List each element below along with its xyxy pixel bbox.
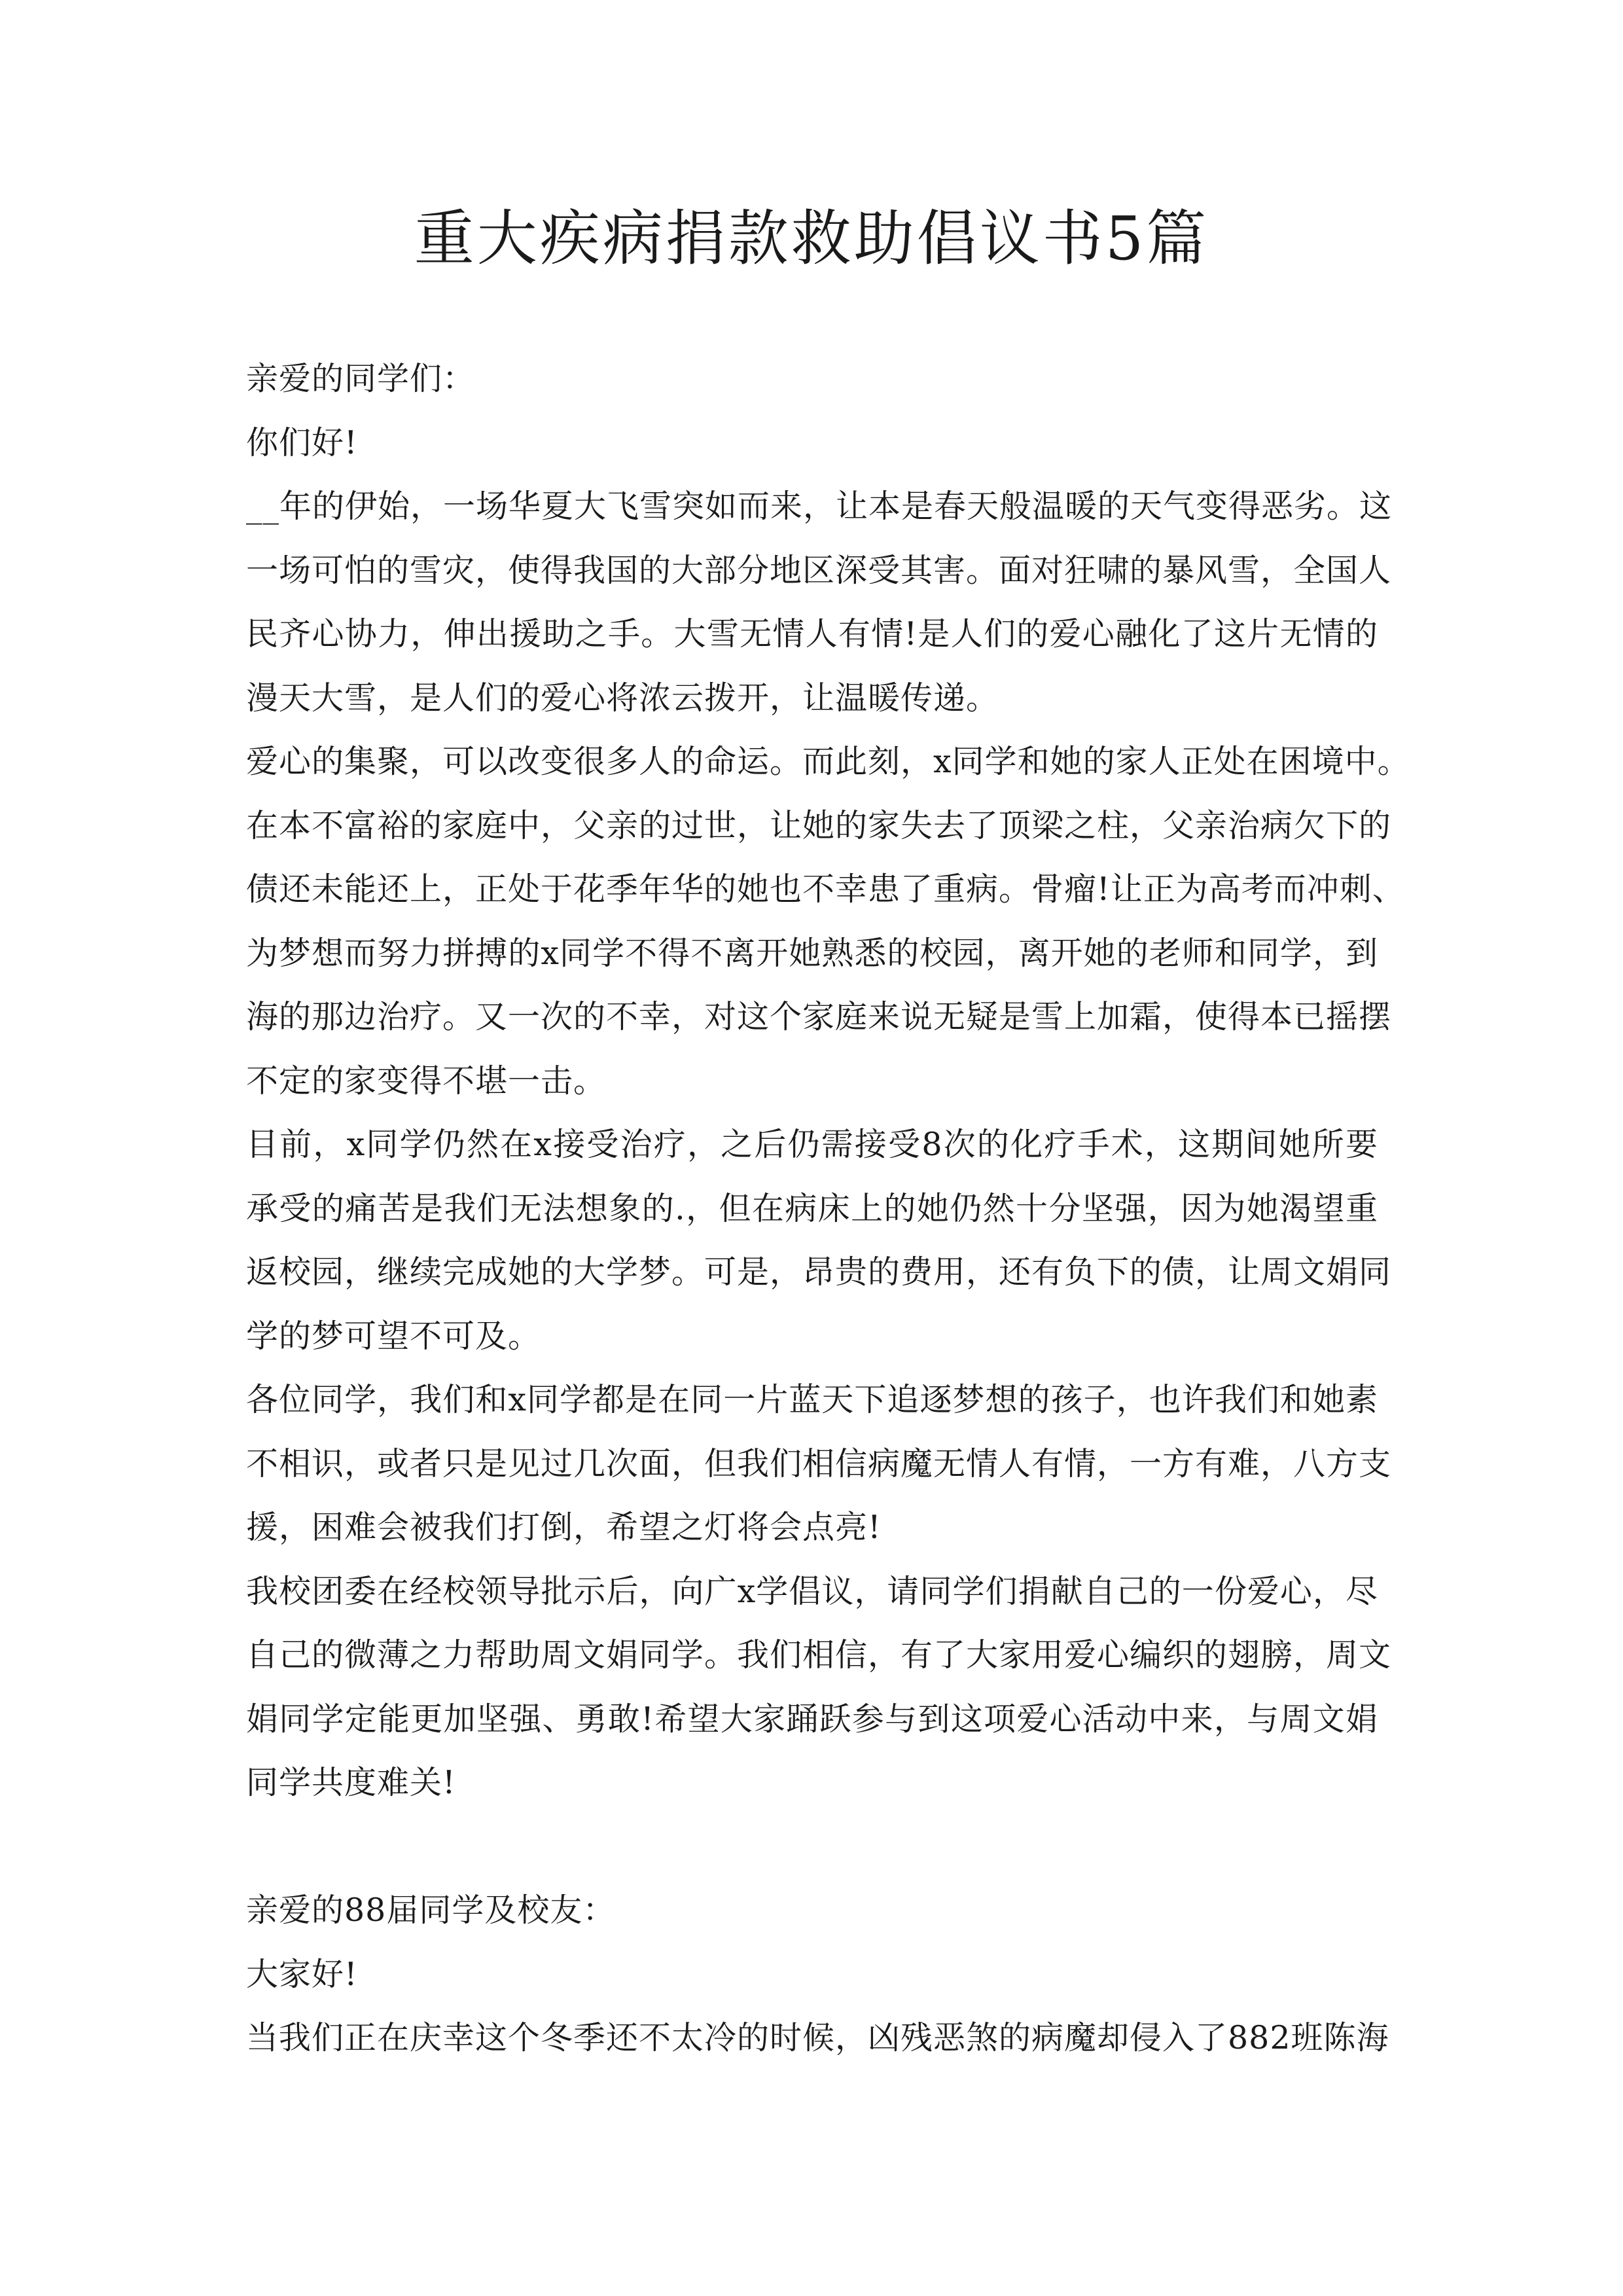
paragraph-line: 漫天大雪，是人们的爱心将浓云拨开，让温暖传递。 (246, 679, 999, 717)
document-body (246, 347, 1410, 2070)
paragraph-line: __年的伊始，一场华夏大飞雪突如而来，让本是春天般温暖的天气变得恶劣。这 (246, 488, 1393, 525)
greeting: 亲爱的88届同学及校友： (246, 1892, 616, 1929)
paragraph-line: 承受的痛苦是我们无法想象的.，但在病床上的她仍然十分坚强，因为她渴望重 (246, 1189, 1378, 1227)
paragraph-line: 爱心的集聚，可以改变很多人的命运。而此刻，x同学和她的家人正处在困境中。 (246, 743, 1410, 780)
paragraph-line: 债还未能还上，正处于花季年华的她也不幸患了重病。骨瘤!让正为高考而冲刺、 (246, 870, 1405, 908)
paragraph-line: 我校团委在经校领导批示后，向广x学倡议，请同学们捐献自己的一份爱心，尽 (246, 1572, 1378, 1610)
paragraph-line: 民齐心协力，伸出援助之手。大雪无情人有情!是人们的爱心融化了这片无情的 (246, 615, 1378, 653)
paragraph-line: 援，困难会被我们打倒，希望之灯将会点亮! (246, 1509, 882, 1546)
paragraph-line: 返校园，继续完成她的大学梦。可是，昂贵的费用，还有负下的债，让周文娟同 (246, 1253, 1392, 1291)
greeting: 亲爱的同学们： (246, 360, 476, 397)
paragraph-line: 自己的微薄之力帮助周文娟同学。我们相信，有了大家用爱心编织的翅膀，周文 (246, 1636, 1392, 1674)
paragraph-line: 一场可怕的雪灾，使得我国的大部分地区深受其害。面对狂啸的暴风雪，全国人 (246, 551, 1392, 589)
paragraph-line: 为梦想而努力拼搏的x同学不得不离开她熟悉的校园，离开她的老师和同学，到 (246, 934, 1378, 972)
paragraph-line: 同学共度难关! (246, 1764, 456, 1801)
paragraph-line: 海的那边治疗。又一次的不幸，对这个家庭来说无疑是雪上加霜，使得本已摇摆 (246, 998, 1392, 1035)
paragraph-line: 不相识，或者只是见过几次面，但我们相信病魔无情人有情，一方有难，八方支 (246, 1444, 1392, 1482)
paragraph-line: 目前，x同学仍然在x接受治疗，之后仍需接受8次的化疗手术，这期间她所要 (246, 1126, 1378, 1163)
section-gap (246, 1815, 1378, 1879)
paragraph-line: 学的梦可望不可及。 (246, 1317, 541, 1355)
salutation: 你们好! (246, 423, 358, 461)
paragraph-line: 不定的家变得不堪一击。 (246, 1062, 607, 1100)
paragraph-line: 各位同学，我们和x同学都是在同一片蓝天下追逐梦想的孩子，也许我们和她素 (246, 1381, 1378, 1418)
paragraph-line: 在本不富裕的家庭中，父亲的过世，让她的家失去了顶梁之柱，父亲治病欠下的 (246, 806, 1392, 844)
document-title: 重大疾病捐款救助倡议书5篇 (414, 204, 1209, 274)
paragraph-line: 娟同学定能更加坚强、勇敢!希望大家踊跃参与到这项爱心活动中来，与周文娟 (246, 1700, 1378, 1738)
salutation: 大家好! (246, 1955, 358, 1993)
paragraph-line: 当我们正在庆幸这个冬季还不太冷的时候，凶残恶煞的病魔却侵入了882班陈海 (246, 2019, 1389, 2056)
